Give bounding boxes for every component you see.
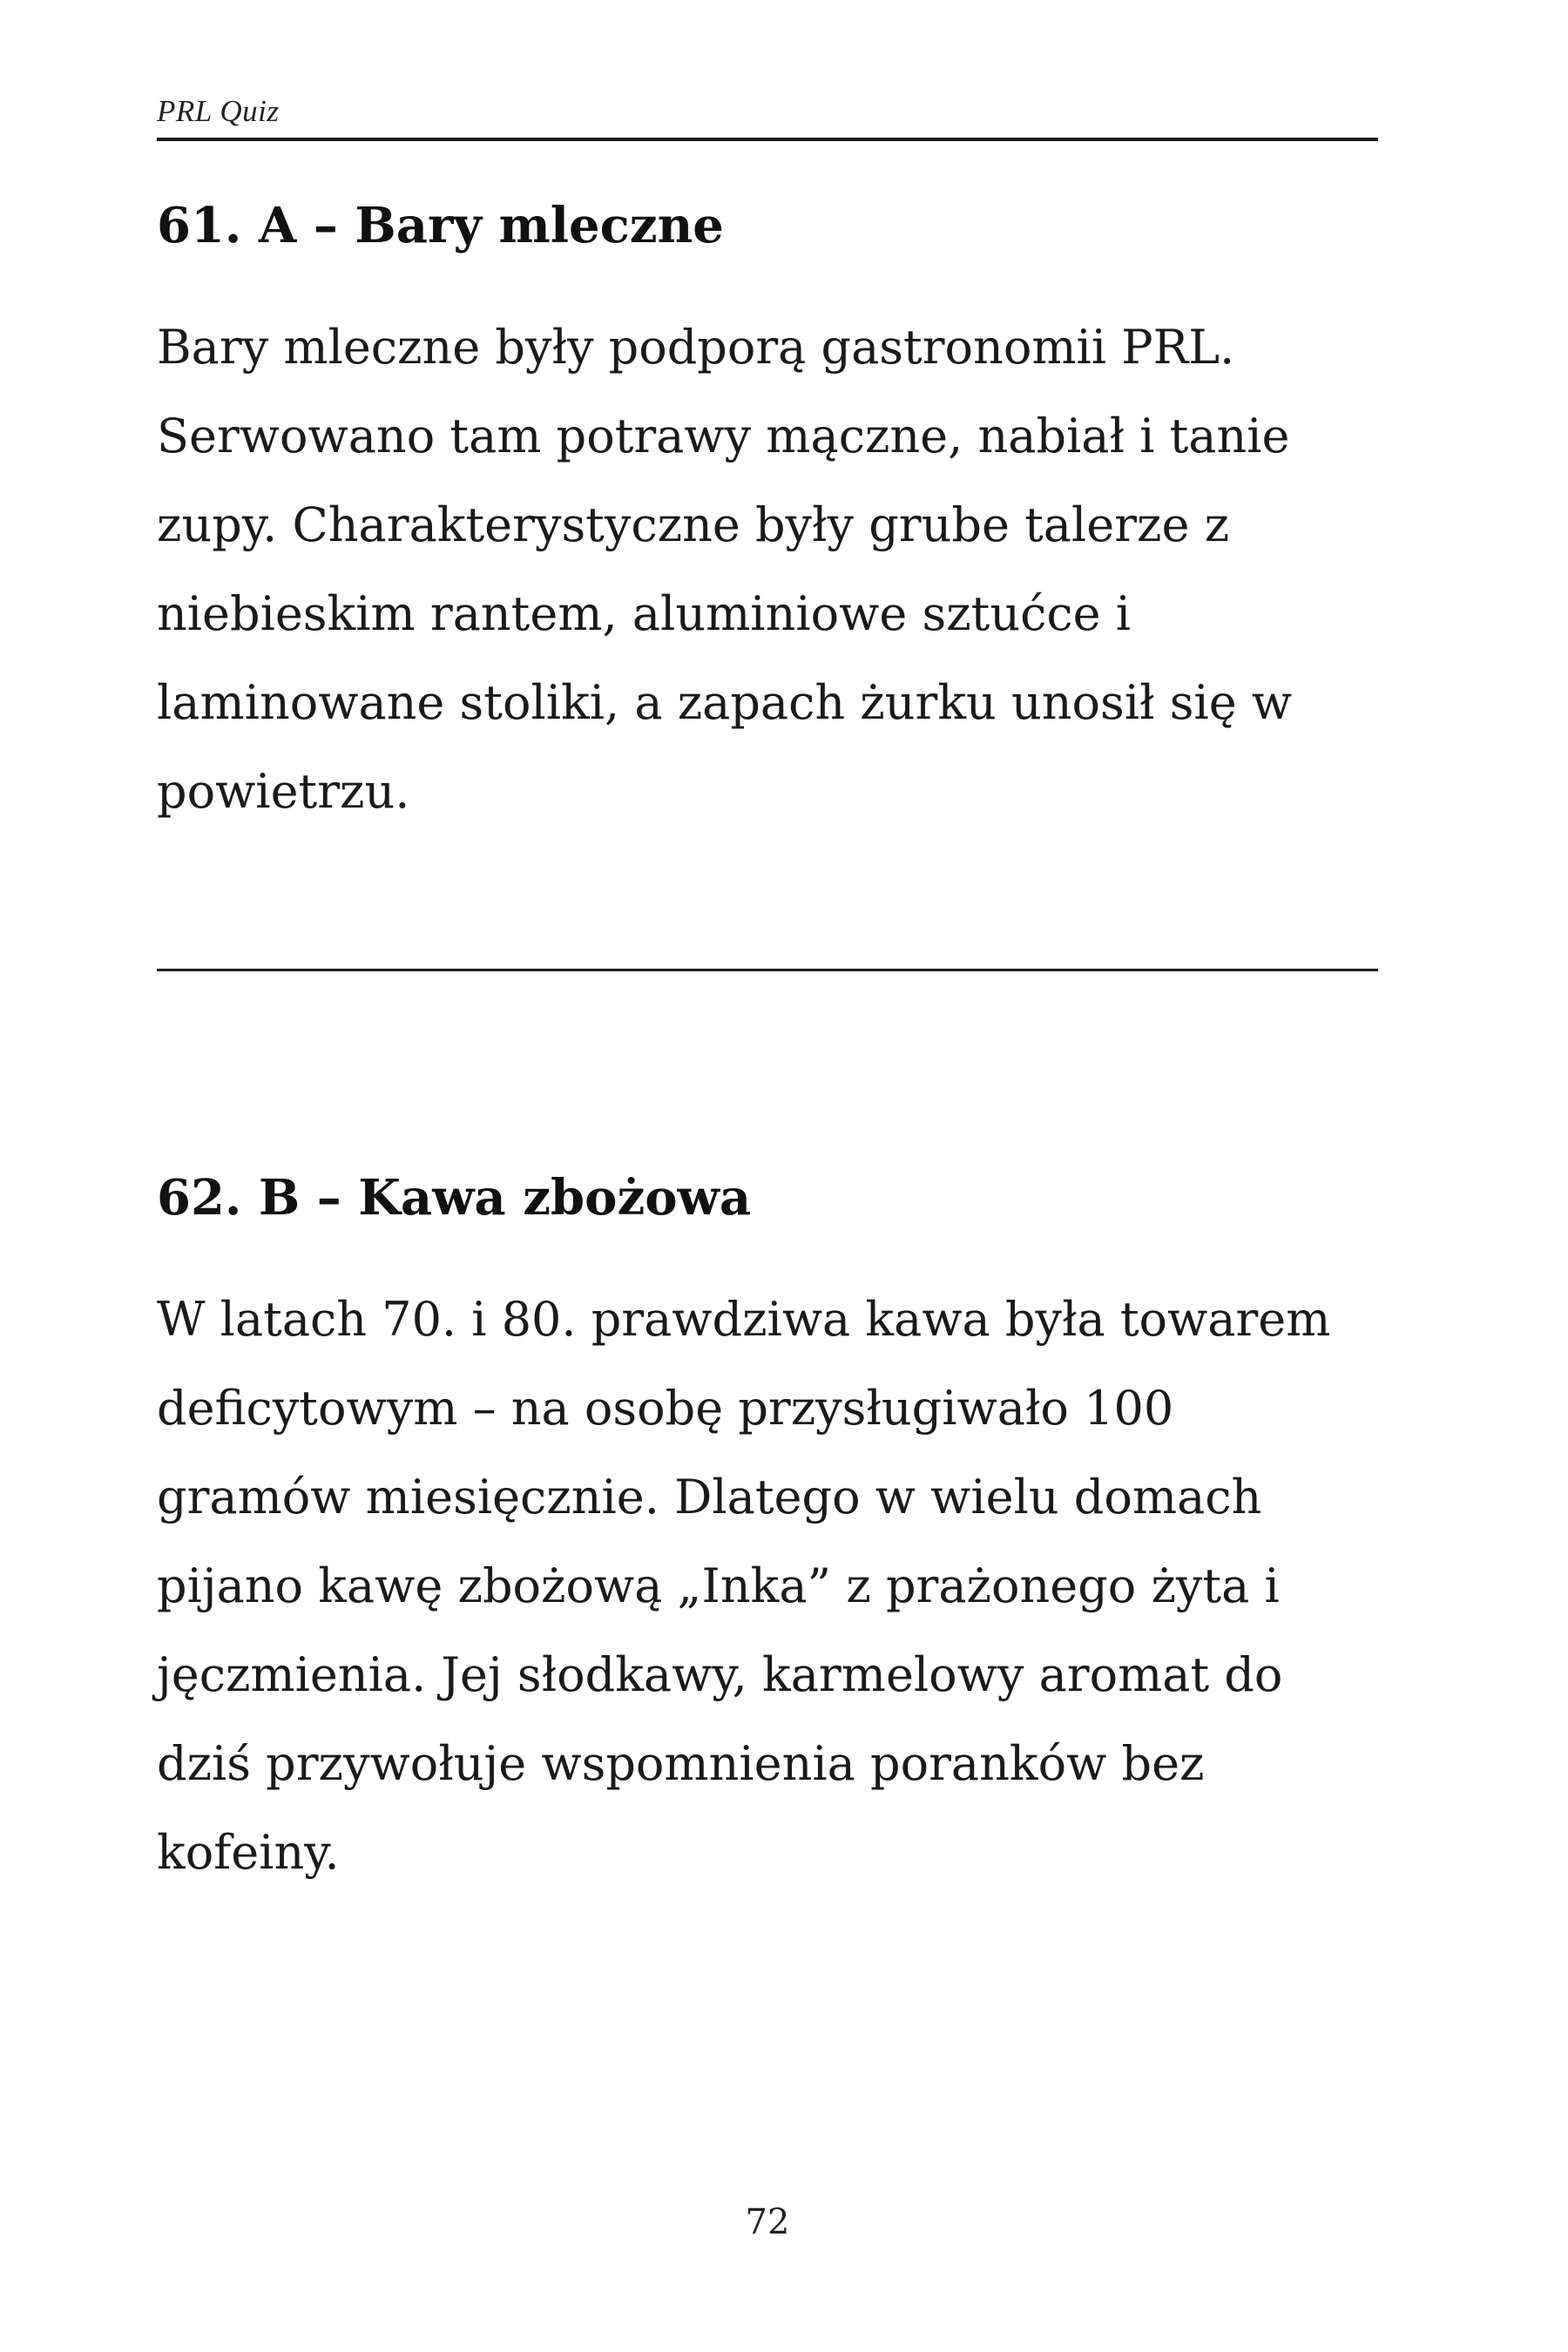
- body-line: deficytowym – na osobę przysługiwało 100: [157, 1381, 1174, 1436]
- body-line: W latach 70. i 80. prawdziwa kawa była towarem: [157, 1292, 1331, 1347]
- body-line: gramów miesięcznie. Dlatego w wielu domach: [157, 1470, 1262, 1524]
- entry-heading-62: 62. B – Kawa zbożowa: [157, 1169, 752, 1227]
- body-line: laminowane stoliki, a zapach żurku unosił się w: [157, 675, 1293, 730]
- body-line: Serwowano tam potrawy mączne, nabiał i tanie: [157, 409, 1290, 463]
- body-line: powietrzu.: [157, 764, 410, 819]
- body-line: dziś przywołuje wspomnienia poranków bez: [157, 1736, 1205, 1791]
- entry-body-62: [157, 1275, 1402, 1897]
- entry-heading-61: 61. A – Bary mleczne: [157, 197, 724, 254]
- body-line: pijano kawę zbożową „Inka” z prażonego żyta i: [157, 1558, 1280, 1613]
- running-head: PRL Quiz: [157, 94, 280, 128]
- page-number: 72: [745, 2202, 790, 2242]
- section-divider: [157, 969, 1378, 971]
- body-line: jęczmienia. Jej słodkawy, karmelowy aromat do: [157, 1647, 1283, 1702]
- body-line: zupy. Charakterystyczne były grube talerze z: [157, 497, 1230, 552]
- entry-body-61: [157, 303, 1402, 836]
- body-line: Bary mleczne były podporą gastronomii PRL.: [157, 320, 1235, 375]
- body-line: niebieskim rantem, aluminiowe sztućce i: [157, 586, 1131, 641]
- header-rule: [157, 138, 1378, 141]
- body-line: kofeiny.: [157, 1825, 340, 1880]
